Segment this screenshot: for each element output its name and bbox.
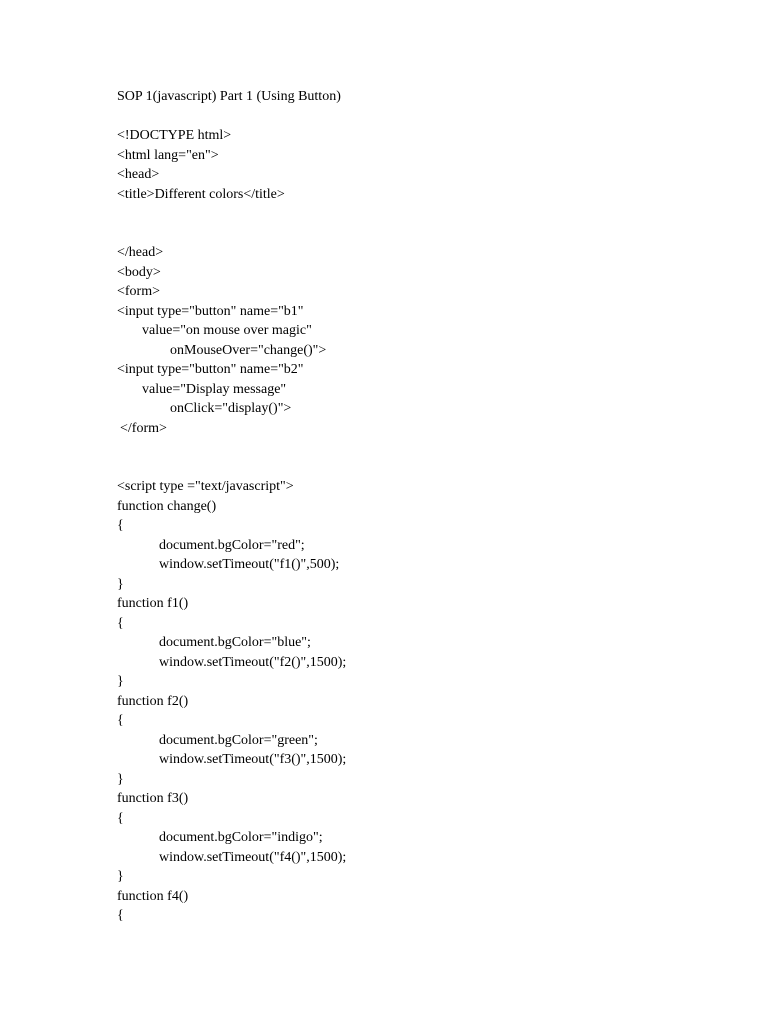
code-line: window.setTimeout("f3()",1500);: [159, 752, 347, 767]
blank-line: [117, 204, 737, 224]
code-line: value="Display message": [142, 381, 287, 397]
code-line: {: [117, 615, 124, 631]
code-line: function f2(): [117, 693, 189, 709]
code-line: {: [117, 713, 124, 728]
code-line: <form>: [117, 284, 161, 299]
document-body: [117, 87, 737, 926]
code-line: {: [117, 810, 124, 826]
code-line: function change(): [117, 498, 217, 514]
code-line: {: [117, 908, 124, 923]
code-line: }: [117, 869, 124, 884]
code-line: document.bgColor="blue";: [159, 635, 311, 650]
code-line: <script type ="text/javascript">: [117, 479, 294, 494]
code-line: onClick="display()">: [170, 401, 292, 416]
document-title: SOP 1(javascript) Part 1 (Using Button): [117, 89, 341, 104]
code-line: window.setTimeout("f2()",1500);: [159, 654, 347, 670]
code-line: </form>: [120, 420, 167, 436]
code-line: document.bgColor="indigo";: [159, 830, 323, 845]
code-line: window.setTimeout("f4()",1500);: [159, 849, 347, 865]
code-line: onMouseOver="change()">: [170, 342, 327, 358]
code-line: window.setTimeout("f1()",500);: [159, 557, 340, 572]
code-line: <head>: [117, 167, 160, 182]
code-line: }: [117, 771, 124, 787]
code-line: {: [117, 518, 124, 533]
code-line: }: [117, 674, 124, 689]
code-line: </head>: [117, 245, 164, 260]
code-line: <body>: [117, 264, 161, 280]
code-line: document.bgColor="green";: [159, 732, 318, 748]
code-line: <html lang="en">: [117, 147, 219, 163]
code-listing: [117, 126, 737, 926]
code-line: function f1(): [117, 596, 189, 611]
code-line: function f4(): [117, 888, 189, 904]
code-line: value="on mouse over magic": [142, 323, 312, 338]
code-line: }: [117, 576, 124, 592]
blank-line: [117, 224, 737, 244]
code-line: <input type="button" name="b2": [117, 362, 304, 377]
code-line: <title>Different colors</title>: [117, 186, 285, 202]
code-line: <!DOCTYPE html>: [117, 128, 232, 143]
code-line: document.bgColor="red";: [159, 537, 305, 553]
blank-line: [117, 458, 737, 478]
code-line: <input type="button" name="b1": [117, 303, 304, 319]
blank-line: [117, 438, 737, 458]
code-line: function f3(): [117, 791, 189, 806]
